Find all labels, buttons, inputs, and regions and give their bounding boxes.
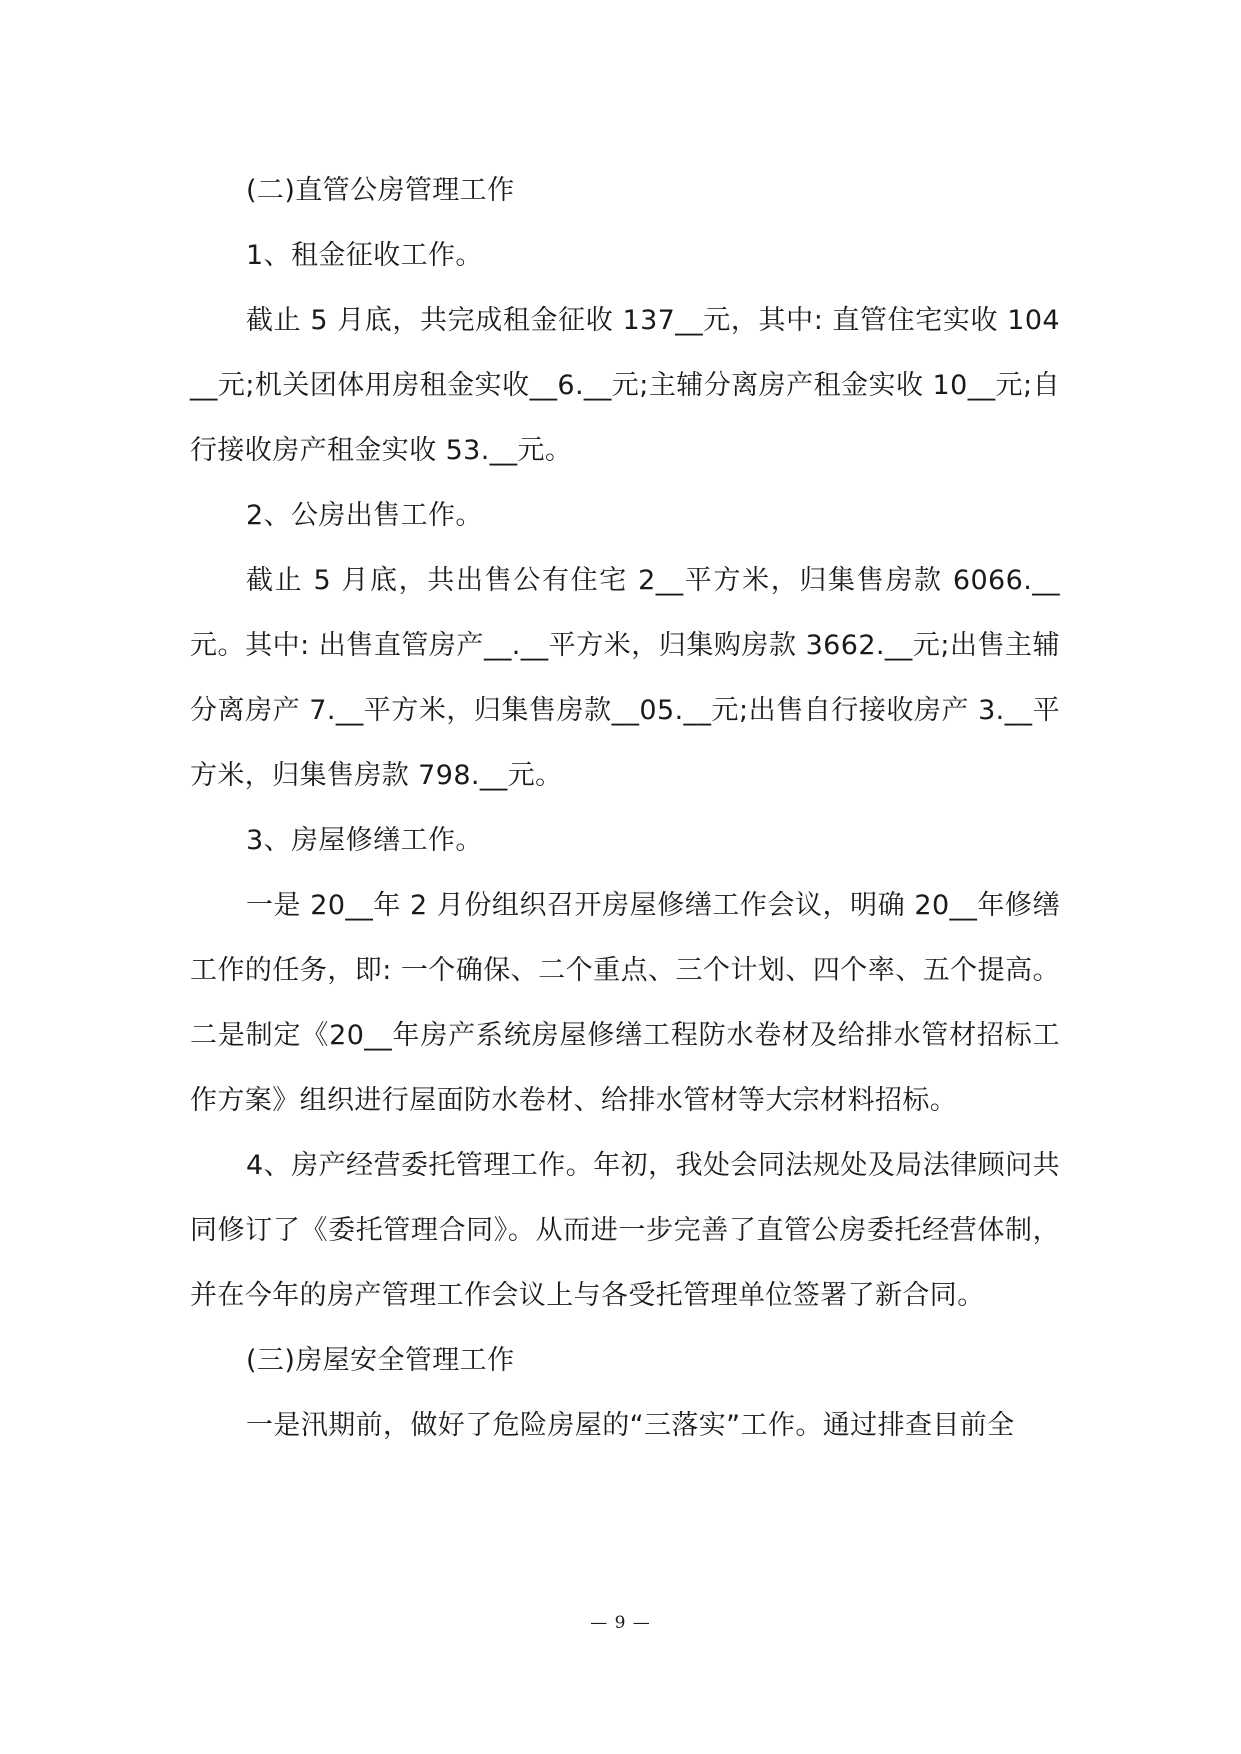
paragraph-house-repair: 一是 20__年 2 月份组织召开房屋修缮工作会议，明确 20__年修缮工作的任务，即: 一个确保、二个重点、三个计划、四个率、五个提高。二是制定《20__年房产系统房屋修缮工程防水卷材及给排水管材招标工作方案》组织进行屋面防水卷材、给排水管材等大宗材料招标。 — [190, 890, 1060, 1116]
paragraph-entrusted-management: 4、房产经营委托管理工作。年初，我处会同法规处及局法律顾问共同修订了《委托管理合同》。从而进一步完善了直管公房委托经营体制，并在今年的房产管理工作会议上与各受托管理单位签署了新合同。 — [190, 1150, 1060, 1311]
subheading-rent-collection: 1、租金征收工作。 — [246, 240, 483, 271]
subheading-public-housing-sale: 2、公房出售工作。 — [246, 500, 483, 531]
page-number: — 9 — — [590, 1613, 651, 1633]
document-body — [190, 158, 1060, 1458]
paragraph-public-housing-sale: 截止 5 月底，共出售公有住宅 2__平方米，归集售房款 6066.__元。其中: 出售直管房产__.__平方米，归集购房款 3662.__元;出售主辅分离房产 7.__平方米，归集售房款__05.__元;出售自行接收房产 3.__平方米，归集售房款 798.__元。 — [190, 565, 1060, 791]
section-heading-direct-public-housing: (二)直管公房管理工作 — [246, 175, 515, 206]
paragraph-rent-collection: 截止 5 月底，共完成租金征收 137__元，其中: 直管住宅实收 104__元;机关团体用房租金实收__6.__元;主辅分离房产租金实收 10__元;自行接收房产租金实收 53.__元。 — [190, 305, 1060, 466]
paragraph-flood-season: 一是汛期前，做好了危险房屋的“三落实”工作。通过排查目前全 — [246, 1410, 1015, 1441]
subheading-house-repair: 3、房屋修缮工作。 — [246, 825, 483, 856]
section-heading-house-safety: (三)房屋安全管理工作 — [246, 1345, 515, 1376]
